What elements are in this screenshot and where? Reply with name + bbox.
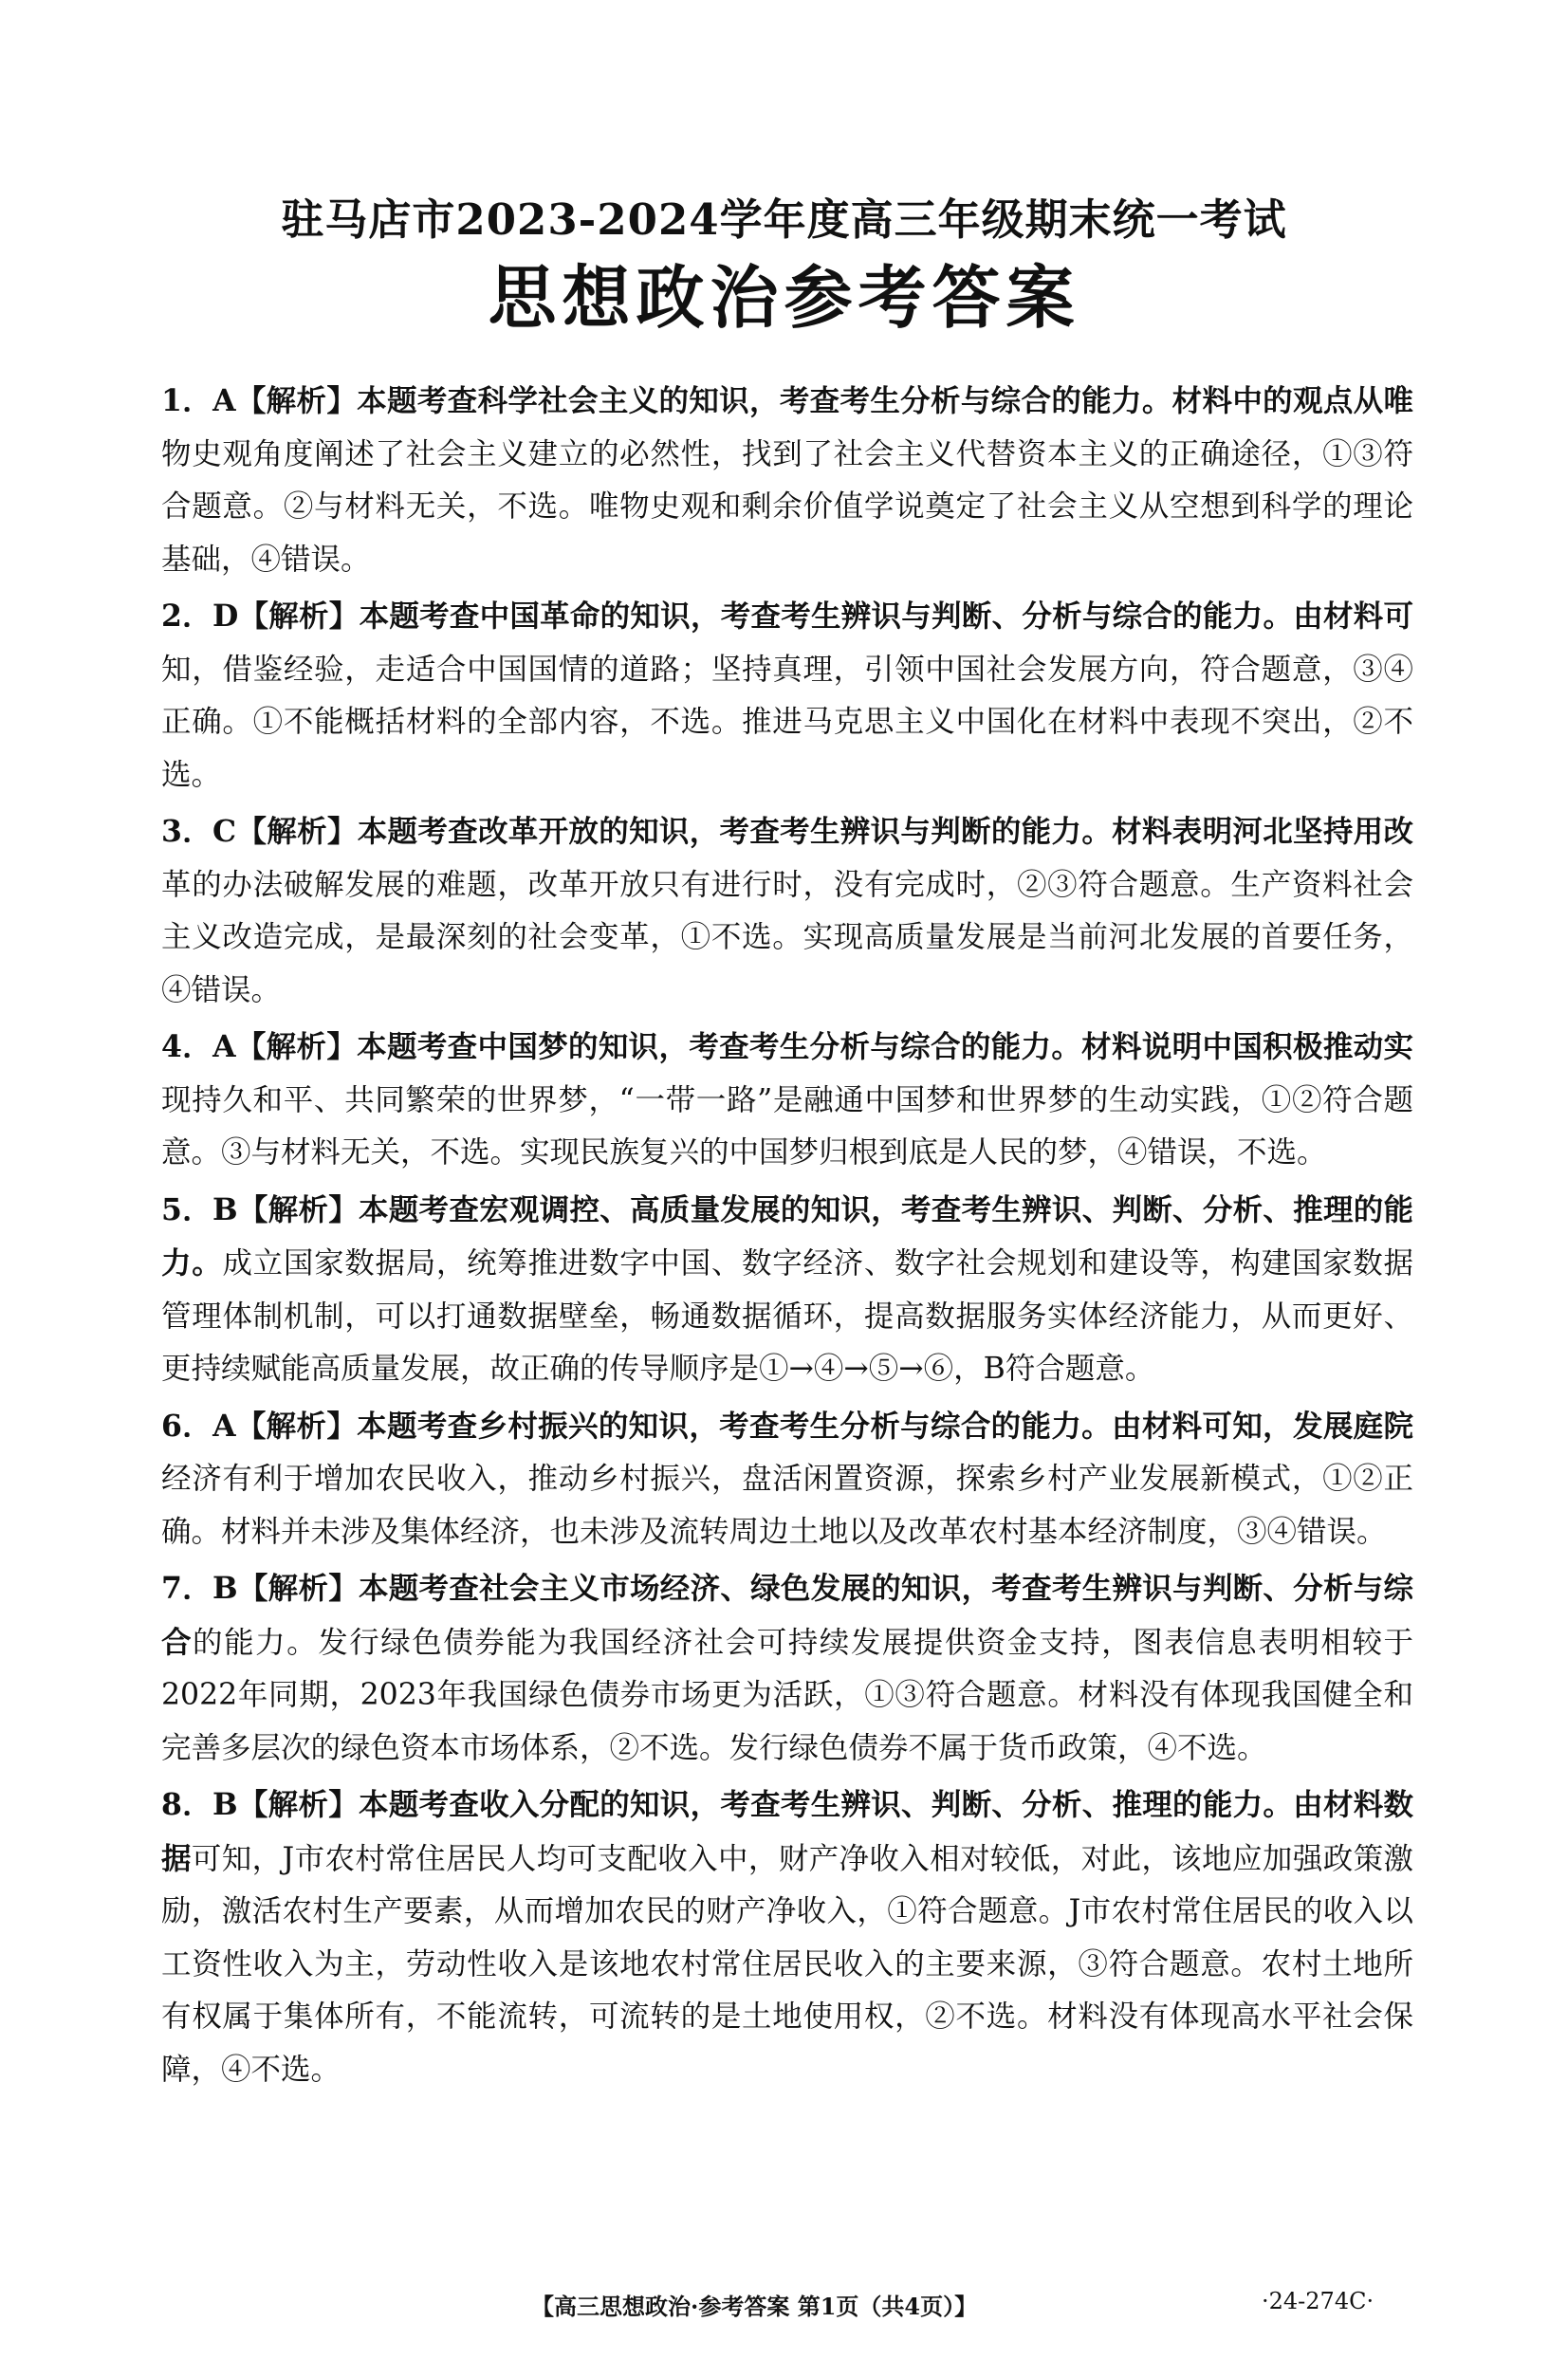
footer-code: ·24-274C· (1262, 2288, 1374, 2314)
answer-body: 经济有利于增加农民收入，推动乡村振兴，盘活闲置资源，探索乡村产业发展新模式，①②正确。材料并未涉及集体经济，也未涉及流转周边土地以及改革农村基本经济制度，③④错误。 (161, 1462, 1413, 1549)
answer-head: 6．A【解析】本题考查乡村振兴的知识，考查考生分析与综合的能力。由材料可知，发展庭院 (161, 1408, 1413, 1444)
answer-head: 1．A【解析】本题考查科学社会主义的知识，考查考生分析与综合的能力。材料中的观点从唯 (161, 383, 1413, 418)
answer-item-8 (161, 1778, 1413, 2096)
answer-body: 可知，J市农村常住居民人均可支配收入中，财产净收入相对较低，对此，该地应加强政策激励，激活农村生产要素，从而增加农民的财产净收入，①符合题意。J市农村常住居民的收入以工资性收入为主，劳动性收入是该地农村常住居民收入的主要来源，③符合题意。农村土地所有权属于集体所有，不能流转，可流转的是土地使用权，②不选。材料没有体现高水平社会保障，④不选。 (161, 1841, 1413, 2087)
answer-body: 成立国家数据局，统筹推进数字中国、数字经济、数字社会规划和建设等，构建国家数据管理体制机制，可以打通数据壁垒，畅通数据循环，提高数据服务实体经济能力，从而更好、更持续赋能高质量发展，故正确的传导顺序是①→④→⑤→⑥，B符合题意。 (161, 1246, 1413, 1386)
answer-list (161, 375, 1413, 2100)
page-title: 思想政治参考答案 (488, 258, 1080, 338)
answer-head: 8．B【解析】本题考查收入分配的知识，考查考生辨识、判断、分析、推理的能力。由材料数据 (161, 1787, 1413, 1876)
answer-body: 物史观角度阐述了社会主义建立的必然性，找到了社会主义代替资本主义的正确途径，①③符合题意。②与材料无关，不选。唯物史观和剩余价值学说奠定了社会主义从空想到科学的理论基础，④错误。 (161, 436, 1413, 577)
answer-head: 4．A【解析】本题考查中国梦的知识，考查考生分析与综合的能力。材料说明中国积极推动实 (161, 1029, 1413, 1064)
document-header (0, 190, 1568, 345)
answer-head: 7．B【解析】本题考查社会主义市场经济、绿色发展的知识，考查考生辨识与判断、分析与综合 (161, 1571, 1413, 1660)
answer-body: 现持久和平、共同繁荣的世界梦，“一带一路”是融通中国梦和世界梦的生动实践，①②符合题意。③与材料无关，不选。实现民族复兴的中国梦归根到底是人民的梦，④错误，不选。 (161, 1082, 1413, 1170)
answer-body: 的能力。发行绿色债券能为我国经济社会可持续发展提供资金支持，图表信息表明相较于2022年同期，2023年我国绿色债券市场更为活跃，①③符合题意。材料没有体现我国健全和完善多层次的绿色资本市场体系，②不选。发行绿色债券不属于货币政策，④不选。 (161, 1625, 1413, 1765)
answer-head: 2．D【解析】本题考查中国革命的知识，考查考生辨识与判断、分析与综合的能力。由材料可 (161, 599, 1413, 634)
answer-item-1 (161, 375, 1413, 586)
answer-body: 革的办法破解发展的难题，改革开放只有进行时，没有完成时，②③符合题意。生产资料社会主义改造完成，是最深刻的社会变革，①不选。实现高质量发展是当前河北发展的首要任务，④错误。 (161, 867, 1413, 1007)
answer-item-7 (161, 1562, 1413, 1775)
answer-item-2 (161, 590, 1413, 802)
footer-page-info: 【高三思想政治·参考答案 第1页（共4页）】 (531, 2293, 978, 2320)
answer-item-4 (161, 1021, 1413, 1180)
exam-subtitle: 驻马店市2023-2024学年度高三年级期末统一考试 (281, 194, 1287, 245)
answer-item-5 (161, 1184, 1413, 1396)
answer-item-3 (161, 805, 1413, 1017)
answer-head: 3．C【解析】本题考查改革开放的知识，考查考生辨识与判断的能力。材料表明河北坚持用改 (161, 814, 1413, 849)
answer-body: 知，借鉴经验，走适合中国国情的道路；坚持真理，引领中国社会发展方向，符合题意，③④正确。①不能概括材料的全部内容，不选。推进马克思主义中国化在材料中表现不突出，②不选。 (161, 652, 1413, 792)
answer-item-6 (161, 1400, 1413, 1559)
answer-head: 5．B【解析】本题考查宏观调控、高质量发展的知识，考查考生辨识、判断、分析、推理的能力。 (161, 1191, 1413, 1281)
